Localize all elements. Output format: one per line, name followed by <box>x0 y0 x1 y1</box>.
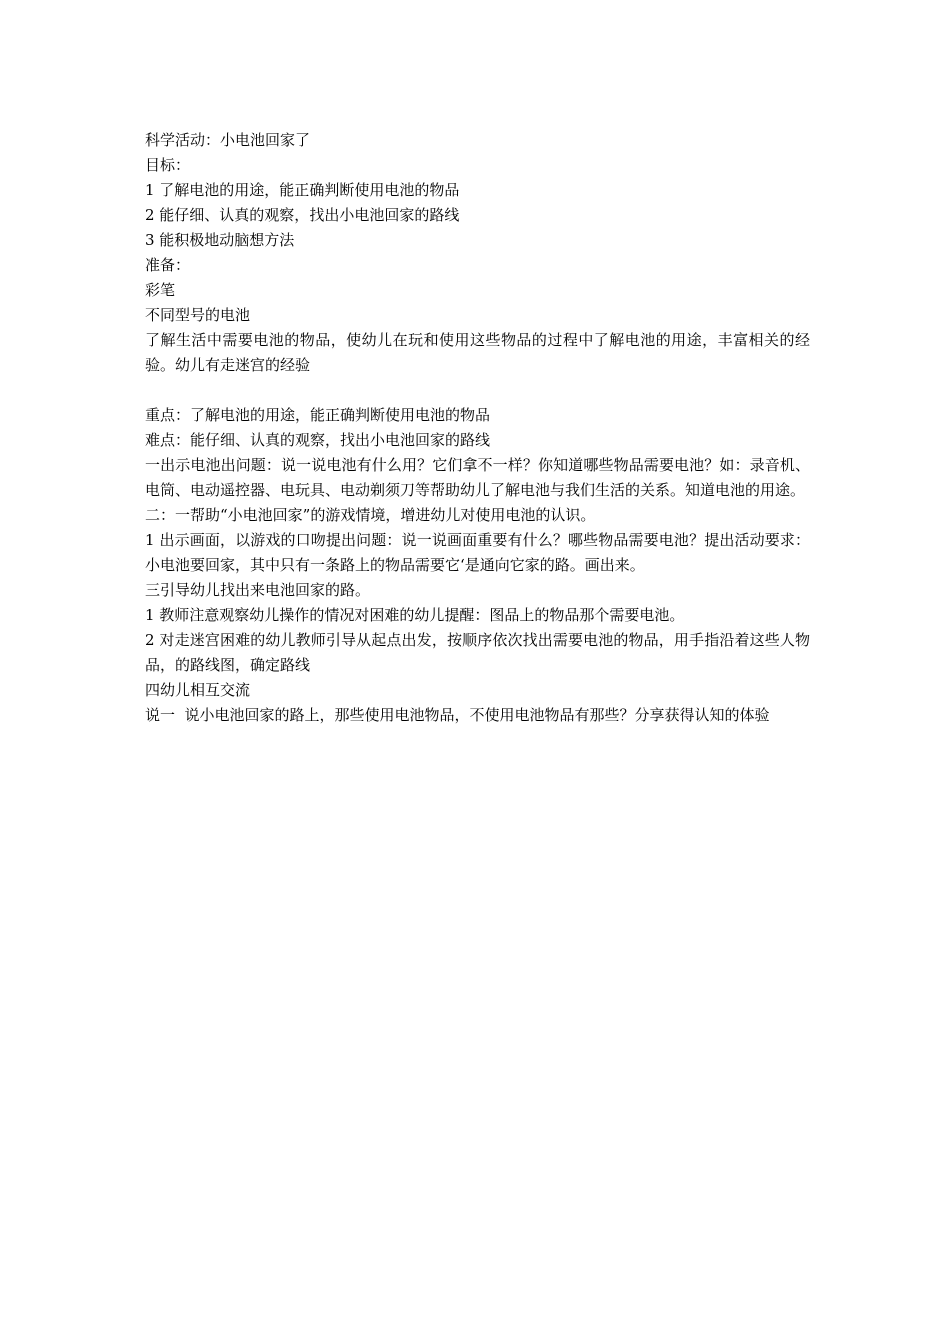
document-title: 科学活动：小电池回家了 <box>145 131 311 149</box>
goal-item-3: 3 能积极地动脑想方法 <box>145 231 295 249</box>
prep-item-1: 彩笔 <box>145 281 176 299</box>
step-2: 二：一帮助“小电池回家”的游戏情境，增进幼儿对使用电池的认识。 <box>145 506 596 524</box>
difficulty-point: 难点：能仔细、认真的观察，找出小电池回家的路线 <box>145 431 491 449</box>
blank-line <box>145 378 810 403</box>
goals-heading: 目标： <box>145 156 191 174</box>
prep-item-2: 不同型号的电池 <box>145 306 251 324</box>
key-point: 重点：了解电池的用途，能正确判断使用电池的物品 <box>145 406 491 424</box>
step-4: 四幼儿相互交流 <box>145 681 251 699</box>
goal-item-2: 2 能仔细、认真的观察，找出小电池回家的路线 <box>145 206 460 224</box>
step-1: 一出示电池出问题：说一说电池有什么用？它们拿不一样？你知道哪些物品需要电池？如：录音机、电筒、电动遥控器、电玩具、电动剃须刀等帮助幼儿了解电池与我们生活的关系。知道电池的用途。 <box>145 456 810 499</box>
step-3: 三引导幼儿找出来电池回家的路。 <box>145 581 371 599</box>
step-3-item-2: 2 对走迷宫困难的幼儿教师引导从起点出发，按顺序依次找出需要电池的物品，用手指沿着这些人物品，的路线图，确定路线 <box>145 631 810 674</box>
step-2-item-1: 1 出示画面，以游戏的口吻提出问题：说一说画面重要有什么？哪些物品需要电池？提出活动要求：小电池要回家，其中只有一条路上的物品需要它‘是通向它家的路。画出来。 <box>145 531 810 574</box>
step-4-item-1: 说一 说小电池回家的路上，那些使用电池物品，不使用电池物品有那些？分享获得认知的体验 <box>145 706 770 724</box>
document-body <box>145 128 810 728</box>
prep-heading: 准备： <box>145 256 191 274</box>
prep-item-3: 了解生活中需要电池的物品，使幼儿在玩和使用这些物品的过程中了解电池的用途，丰富相关的经验。幼儿有走迷宫的经验 <box>145 331 810 374</box>
step-3-item-1: 1 教师注意观察幼儿操作的情况对困难的幼儿提醒：图品上的物品那个需要电池。 <box>145 606 685 624</box>
goal-item-1: 1 了解电池的用途，能正确判断使用电池的物品 <box>145 181 460 199</box>
